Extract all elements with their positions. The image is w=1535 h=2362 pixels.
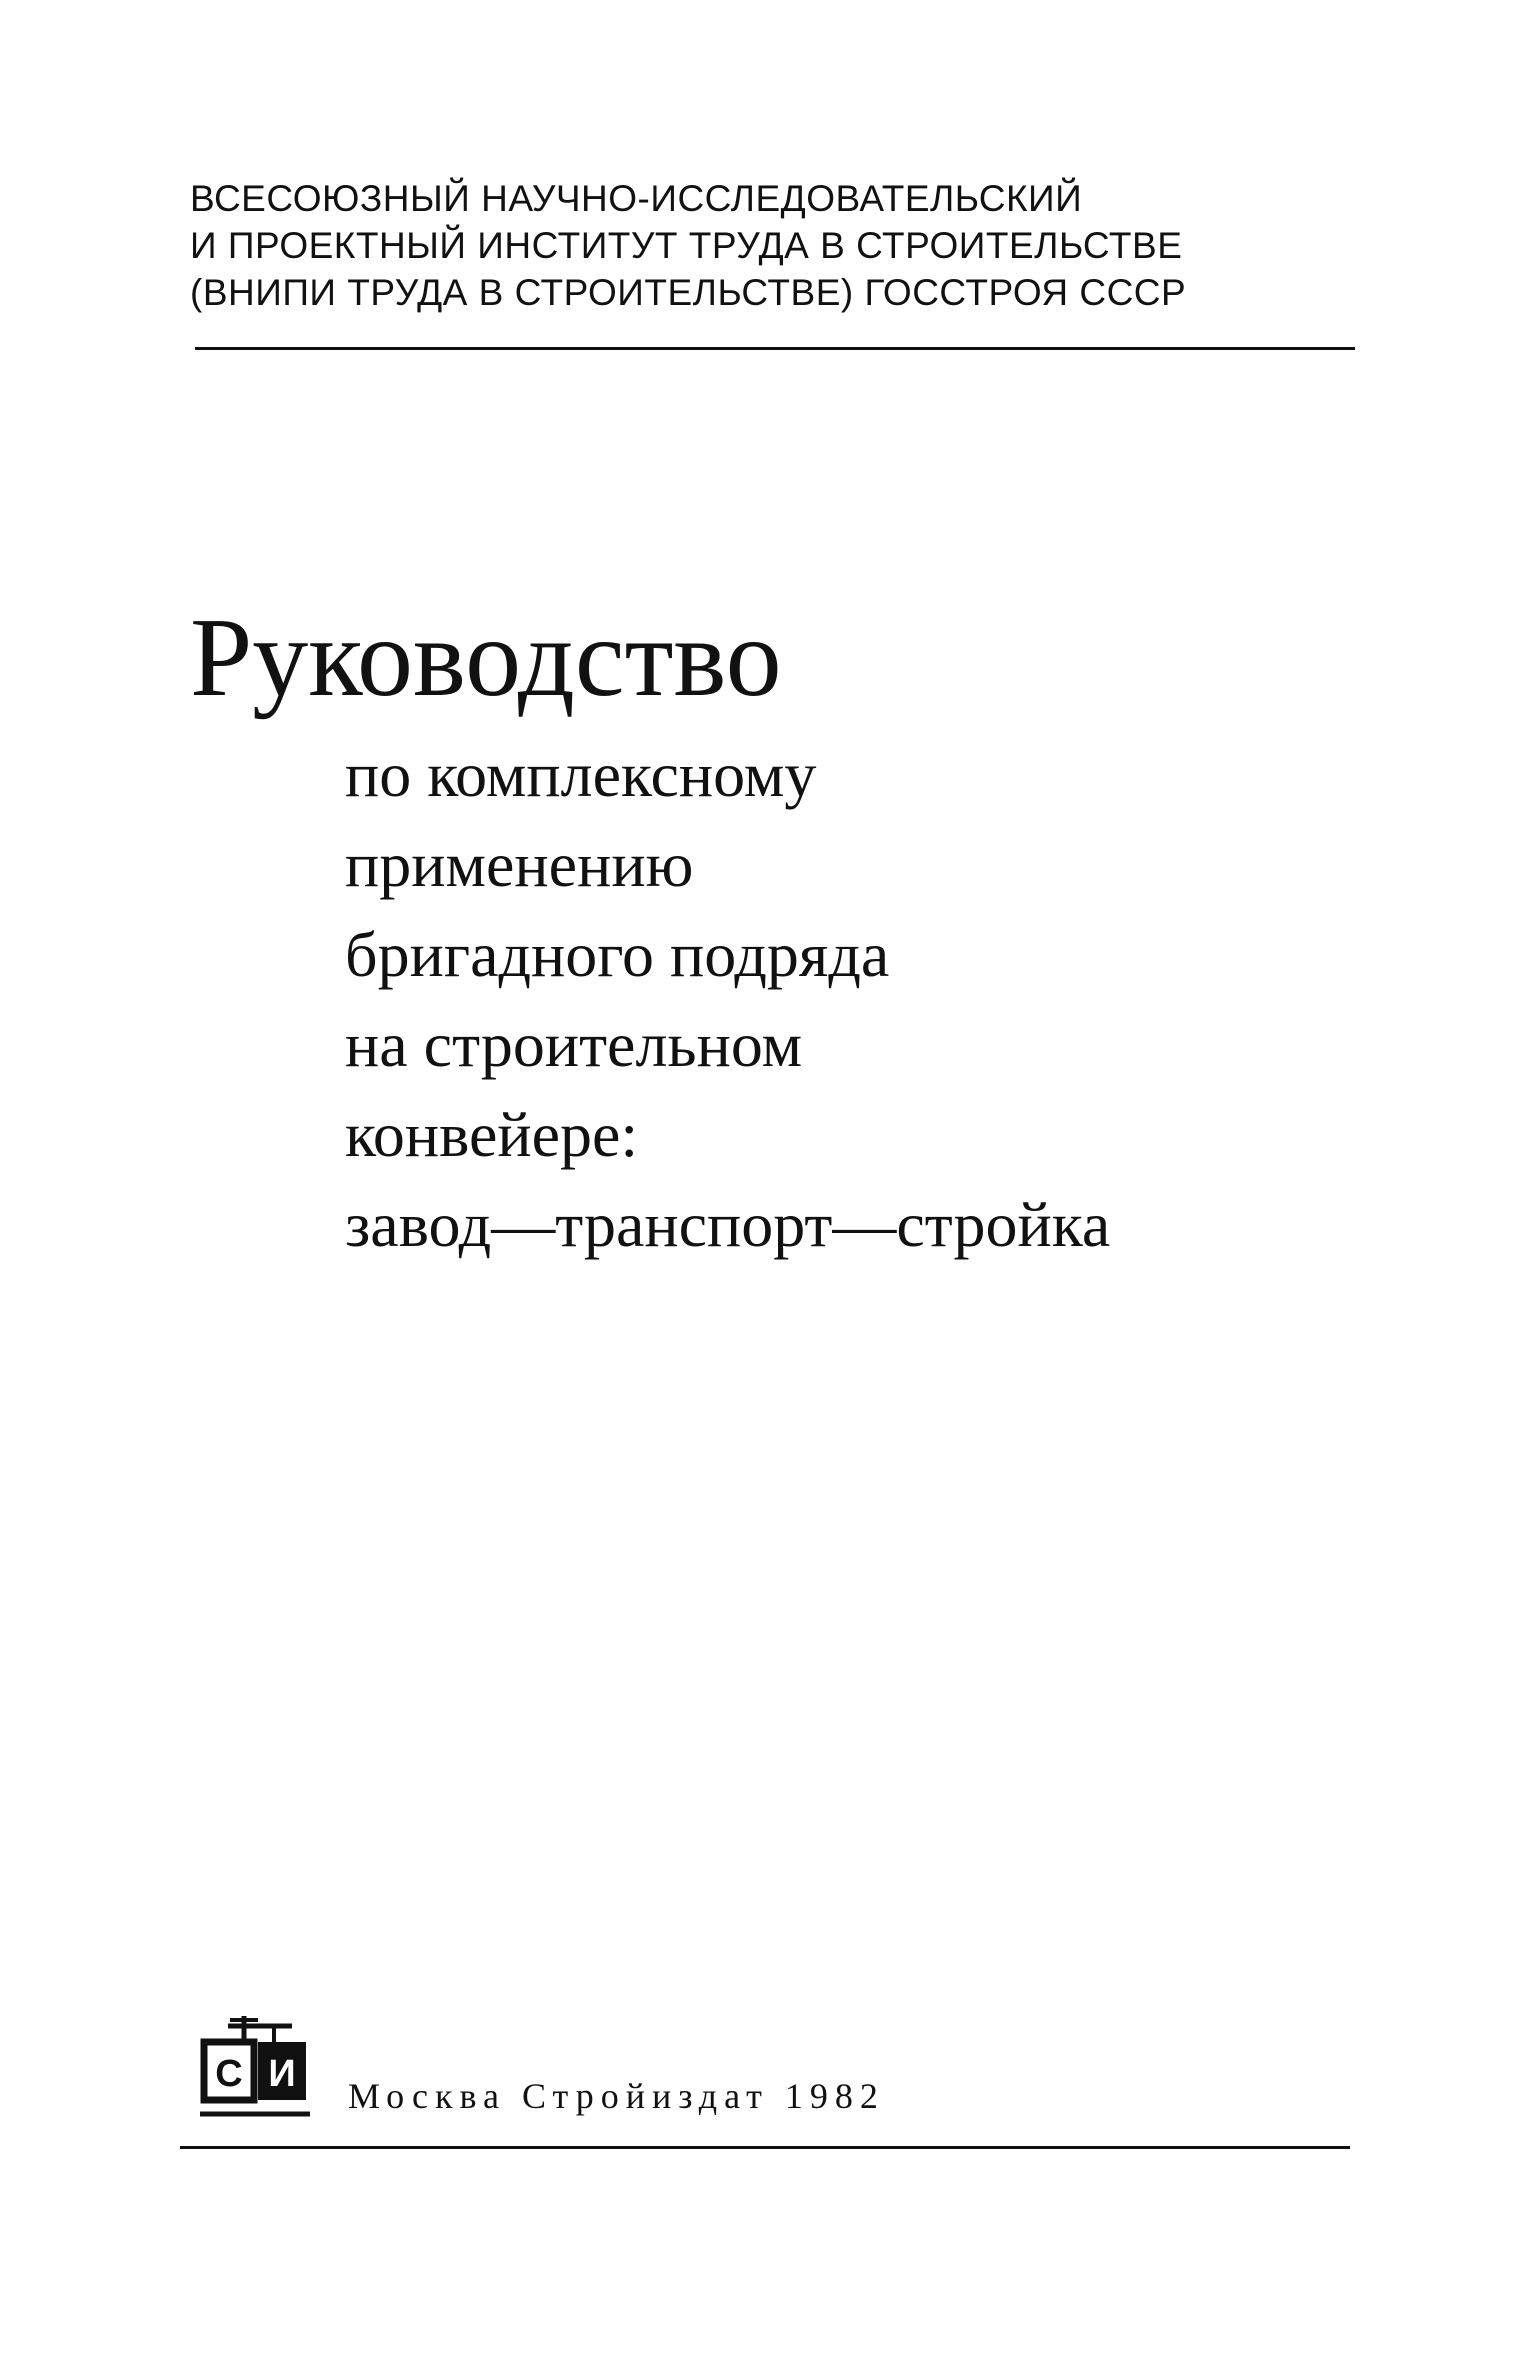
book-subtitle <box>345 730 1110 1270</box>
subtitle-line-6: завод—транспорт—стройка <box>345 1189 1111 1260</box>
svg-text:И: И <box>268 2053 296 2095</box>
imprint <box>200 2010 1000 2130</box>
header-line-3: (ВНИПИ ТРУДА В СТРОИТЕЛЬСТВЕ) ГОССТРОЯ СССР <box>190 272 1187 313</box>
subtitle-line-1: по комплексному <box>345 739 817 810</box>
institute-header <box>190 175 1360 316</box>
bottom-divider <box>180 2146 1350 2149</box>
subtitle-line-4: на строительном <box>345 1009 803 1080</box>
svg-text:С: С <box>215 2053 243 2095</box>
subtitle-line-2: применению <box>345 829 694 900</box>
subtitle-line-3: бригадного подряда <box>345 919 890 990</box>
book-title: Руководство <box>190 596 782 720</box>
top-divider <box>195 347 1355 350</box>
header-line-2: И ПРОЕКТНЫЙ ИНСТИТУТ ТРУДА В СТРОИТЕЛЬСТВЕ <box>190 225 1183 266</box>
header-line-1: ВСЕСОЮЗНЫЙ НАУЧНО-ИССЛЕДОВАТЕЛЬСКИЙ <box>190 178 1083 219</box>
subtitle-line-5: конвейере: <box>345 1099 639 1170</box>
publisher-line: Москва Стройиздат 1982 <box>348 2076 885 2116</box>
stroyizdat-logo-icon <box>200 2010 310 2125</box>
